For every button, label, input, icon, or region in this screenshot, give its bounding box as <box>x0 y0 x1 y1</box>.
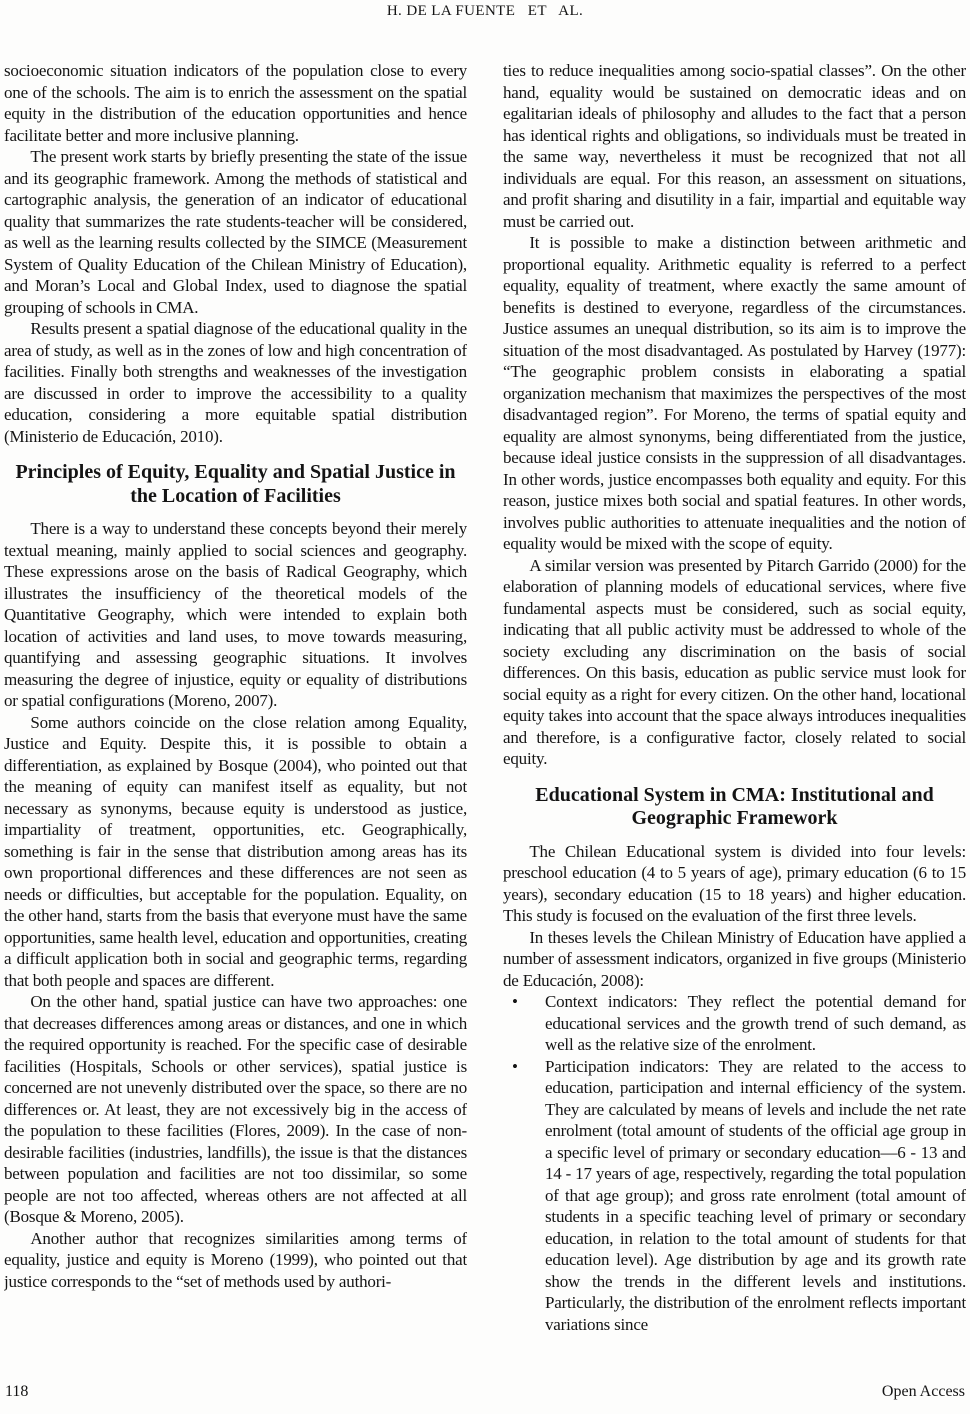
paragraph-left-0: socioeconomic situation indicators of the population close to every one of the schools. The aim is to enrich the assessment on the spatial equity in the distribution of the education opportunities and hence facilitate better and more inclusive planning. <box>4 61 467 145</box>
open-access-label: Open Access <box>881 1383 965 1400</box>
page-body <box>4 60 966 1368</box>
bullet-text-participation: Participation indicators: They are related to the access to education, participation and internal efficiency of the system. They are calculated by means of levels and include the net rate enrolment (total amount of students of the official age group in a specific level of primary or secondary education—6 - 13 and 14 - 17 years of age, respectively, regarding the total population of that age group); and gross rate enrolment (total amount of students in a specific teaching level of primary or secondary education, in relation to the total amount of students for that education level). Age distribution by age and its growth rate show the trends in the different levels and institutions. Particularly, the distribution of the enrolment reflects important variations since <box>545 1056 966 1334</box>
paragraph-left-5: Some authors coincide on the close relation among Equality, Justice and Equity. Despite this, it is possible to obtain a differentiation, as explained by Bosque (2004), who pointed out that the meaning of equity can manifest itself as equality, but not necessary as synonyms, because equity is understood as justice, impartiality of treatment, opportunities, etc. Geographically, something is fair in the sense that distribution among areas has its own proportional differences and these differences are not seen as needs or difficulties, but acceptable for the population. Equality, on the other hand, starts from the basis that everyone must have the same opportunities, same health level, education and opportunities, creating a difficult application both in social and geographic terms, regarding that both people and spaces are different. <box>4 712 467 990</box>
page-number: 118 <box>5 1383 29 1400</box>
left-column <box>4 60 467 1368</box>
paragraph-left-2: Results present a spatial diagnose of the educational quality in the area of study, as well as in the zones of low and high concentration of facilities. Finally both strengths and weaknesses of the investigation are discussed in order to improve the accessibility to a quality education, considering a more equitable spatial distribution (Ministerio de Educación, 2010). <box>4 319 467 446</box>
paragraph-left-6: On the other hand, spatial justice can have two approaches: one that decreases differences among areas or distances, and one in which the required opportunity is reached. For the specific case of desirable facilities (Hospitals, Schools or other services), spatial justice is concerned are not unevenly distributed over the space, so there are no differences or. At least, they are not excessively big in the access of the population to these facilities (Flores, 2009). In the case of non-desirable facilities (industries, landfills), the issue is that the distances between population and facilities are not too dissimilar, so some people are not too affected, whereas others are not affected at all (Bosque & Moreno, 2005). <box>4 992 467 1226</box>
paragraph-right-1: It is possible to make a distinction between arithmetic and proportional equality. Arithmetic equality is referred to a perfect equality, equality of treatment, where exactly the same amount of benefits is destined to everyone, regardless of the circumstances. Justice assumes an unequal distribution, so its aim is to improve the situation of the most disadvantaged. As postulated by Harvey (1977): “The geographic problem consists in elaborating a spatial organization mechanism that maximizes the perspectives of the most disadvantaged region”. For Moreno, the terms of spatial equity and equality are almost synonyms, being differentiated from the justice, because ideal justice consists in the suppression of all disadvantages. In other words, justice encompasses both equality and equity. For this reason, justice mixes both social and spatial features. In other words, involves public authorities to attenuate inequalities and the notion of equality would be mixed with the scope of equity. <box>503 233 966 553</box>
bullet-icon: • <box>512 1056 518 1076</box>
right-column <box>503 60 966 1368</box>
running-head: H. DE LA FUENTE ET AL. <box>386 3 584 19</box>
indicator-bullet-list <box>503 991 966 1335</box>
paragraph-right-2: A similar version was presented by Pitarch Garrido (2000) for the elaboration of planning models of educational services, where five fundamental aspects must be considered, such as social equity, indicating that all public activity must be addressed to whole of the society excluding any discrimination on the basis of social differences. On this basis, education as public service must look for social equity as a right for every citizen. On the other hand, locational equity takes into account that the space always introduces inequalities and therefore, is a configurative factor, closely related to social equity. <box>503 555 966 768</box>
section-heading-educational-system: Educational System in CMA: Institutional and Geographic Framework <box>535 783 934 829</box>
paragraph-right-5: In theses levels the Chilean Ministry of Education have applied a number of assessment indicators, organized in five groups (Ministerio de Educación, 2008): <box>503 927 966 990</box>
bullet-text-context: Context indicators: They reflect the potential demand for educational services and the growth trend of such demand, as well as the relative size of the enrolment. <box>545 992 966 1054</box>
bullet-item-participation-indicators <box>503 1056 966 1336</box>
bullet-item-context-indicators <box>503 991 966 1056</box>
paragraph-left-1: The present work starts by briefly presenting the state of the issue and its geographic framework. Among the methods of statistical and cartographic analysis, the generation of an indicator of educational quality that summarizes the rate students-teacher will be considered, as well as the learning results collected by the SIMCE (Measurement System of Quality Education of the Chilean Ministry of Education), and Moran’s Local and Global Index, used to diagnose the spatial grouping of schools in CMA. <box>4 147 467 317</box>
paragraph-left-4: There is a way to understand these concepts beyond their merely textual meaning, mainly applied to social sciences and geography. These expressions arose on the basis of Radical Geography, which illustrates the insufficiency of the theoretical models of the Quantitative Geography, which were intended to explain both location of activities and land uses, to move towards measuring, quantifying and assessing geographic situations. It involves measuring the degree of injustice, equity or equality of distributions or spatial configurations (Moreno, 2007). <box>4 519 467 710</box>
paragraph-left-7: Another author that recognizes similarities among terms of equality, justice and equity is Moreno (1999), who pointed out that justice corresponds to the “set of methods used by authori- <box>4 1228 467 1291</box>
bullet-icon: • <box>512 992 518 1011</box>
section-heading-principles: Principles of Equity, Equality and Spatial Justice in the Location of Facilities <box>15 461 456 507</box>
paragraph-right-0: ties to reduce inequalities among socio-spatial classes”. On the other hand, equality would be sustained on democratic ideas and on egalitarian ideals of philosophy and alludes to the fact that a person has identical rights and obligations, so individuals must be treated in the same way, nevertheless it must be recognized that not all individuals are equal. For this reason, an assessment on situations, and profit sharing and disutility in a fair, impartial and equitable way must be carried out. <box>503 61 966 231</box>
paragraph-right-4: The Chilean Educational system is divided into four levels: preschool education (4 to 5 years of age), primary education (6 to 15 years), secondary education (15 to 18 years) and higher education. This study is focused on the evaluation of the first three levels. <box>503 841 966 925</box>
